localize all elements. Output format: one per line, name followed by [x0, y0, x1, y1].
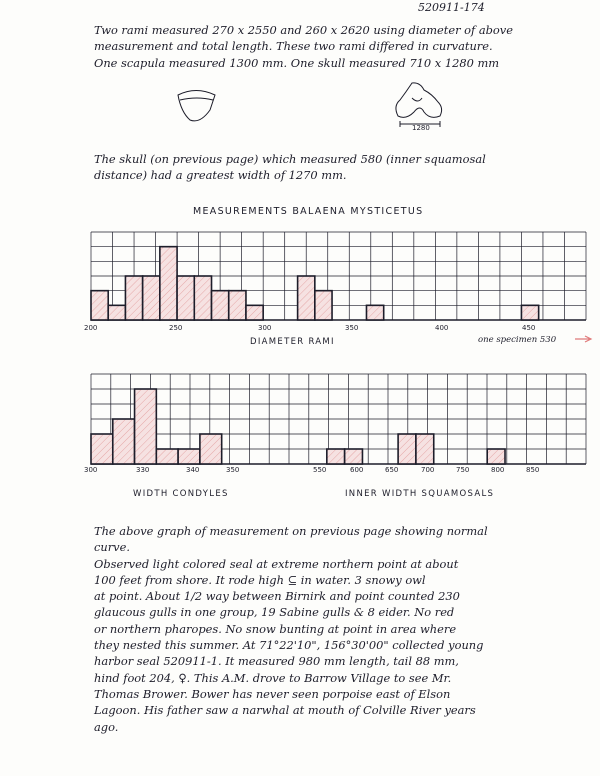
inner-width-squamosals-bar: [487, 449, 505, 464]
width-condyles-bar: [178, 449, 200, 464]
tick-label: 300: [258, 324, 272, 332]
tick-label: 850: [526, 466, 540, 474]
diameter-rami-bar: [160, 247, 177, 320]
inner-width-squamosals-bar: [398, 434, 416, 464]
tick-label: 340: [186, 466, 200, 474]
tick-label: 200: [84, 324, 98, 332]
body-line: Thomas Brower. Bower has never seen porpoise east of Elson: [94, 686, 451, 701]
body-line: Observed light colored seal at extreme northern point at about: [94, 556, 459, 571]
body-line: at point. About 1/2 way between Birnirk and point counted 230: [94, 589, 460, 604]
intro-line: measurement and total length. These two rami differed in curvature.: [94, 39, 493, 54]
inner-width-squamosals-label: INNER WIDTH SQUAMOSALS: [345, 489, 495, 499]
diameter-rami-bar: [315, 291, 332, 320]
body-line: or northern pharopes. No snow bunting at point in area where: [94, 621, 457, 636]
tick-label: 400: [435, 324, 449, 332]
body-line: they nested this summer. At 71°22'10", 156°30'00" collected young: [94, 638, 484, 653]
tick-label: 750: [456, 466, 470, 474]
diameter-rami-bar: [246, 305, 263, 320]
body-line: hind foot 204, ♀. This A.M. drove to Barrow Village to see Mr.: [94, 670, 452, 685]
diameter-rami-bar: [177, 276, 194, 320]
diameter-rami-bar: [212, 291, 229, 320]
diameter-rami-bar: [229, 291, 246, 320]
tick-label: 800: [491, 466, 505, 474]
diameter-rami-bar: [108, 305, 125, 320]
intro-line: One scapula measured 1300 mm. One skull measured 710 x 1280 mm: [94, 55, 500, 70]
inner-width-squamosals-bar: [345, 449, 363, 464]
page-number: 520911-174: [418, 1, 485, 14]
inner-width-squamosals-bar: [327, 449, 345, 464]
diameter-rami-label: DIAMETER RAMI: [250, 337, 335, 347]
width-condyles-bar: [135, 389, 157, 464]
body-line: The above graph of measurement on previous page showing normal: [94, 524, 488, 538]
intro-line: Two rami measured 270 x 2550 and 260 x 2620 using diameter of above: [94, 23, 513, 37]
diameter-rami-bar: [125, 276, 142, 320]
tick-label: 650: [385, 466, 399, 474]
width-condyles-bar: [200, 434, 222, 464]
body-text: [94, 523, 584, 735]
body-line: ago.: [94, 719, 119, 734]
tick-label: 330: [136, 466, 150, 474]
width-condyles-bar: [156, 449, 178, 464]
body-line: Lagoon. His father saw a narwhal at mouth of Colville River years: [94, 703, 476, 718]
tick-label: 250: [169, 324, 183, 332]
body-line: 100 feet from shore. It rode high ⊆ in water. 3 snowy owl: [94, 572, 426, 587]
inner-width-squamosals-bar: [416, 434, 434, 464]
tick-label: 350: [345, 324, 359, 332]
chart-title: MEASUREMENTS BALAENA MYSTICETUS: [193, 206, 424, 217]
diameter-rami-bar: [366, 305, 383, 320]
sketch-dimension: 1280: [412, 124, 430, 132]
skull-note-line: distance) had a greatest width of 1270 mm.: [94, 168, 347, 183]
diameter-rami-bar: [91, 291, 108, 320]
diameter-rami-bar: [194, 276, 211, 320]
tick-label: 450: [522, 324, 536, 332]
skull-note-line: The skull (on previous page) which measured 580 (inner squamosal: [94, 152, 486, 166]
tick-label: 300: [84, 466, 98, 474]
body-line: curve.: [94, 540, 130, 555]
tick-label: 350: [226, 466, 240, 474]
one-specimen-note: one specimen 530: [478, 335, 557, 345]
diameter-rami-bar: [521, 305, 538, 320]
tick-label: 550: [313, 466, 327, 474]
diameter-rami-bar: [143, 276, 160, 320]
diameter-rami-bar: [298, 276, 315, 320]
width-condyles-bar: [113, 419, 135, 464]
tick-label: 700: [421, 466, 435, 474]
width-condyles-label: WIDTH CONDYLES: [133, 489, 229, 499]
body-line: harbor seal 520911-1. It measured 980 mm length, tail 88 mm,: [94, 654, 459, 669]
tick-label: 600: [350, 466, 364, 474]
body-line: glaucous gulls in one group, 19 Sabine gulls & 8 eider. No red: [94, 605, 455, 620]
width-condyles-bar: [91, 434, 113, 464]
